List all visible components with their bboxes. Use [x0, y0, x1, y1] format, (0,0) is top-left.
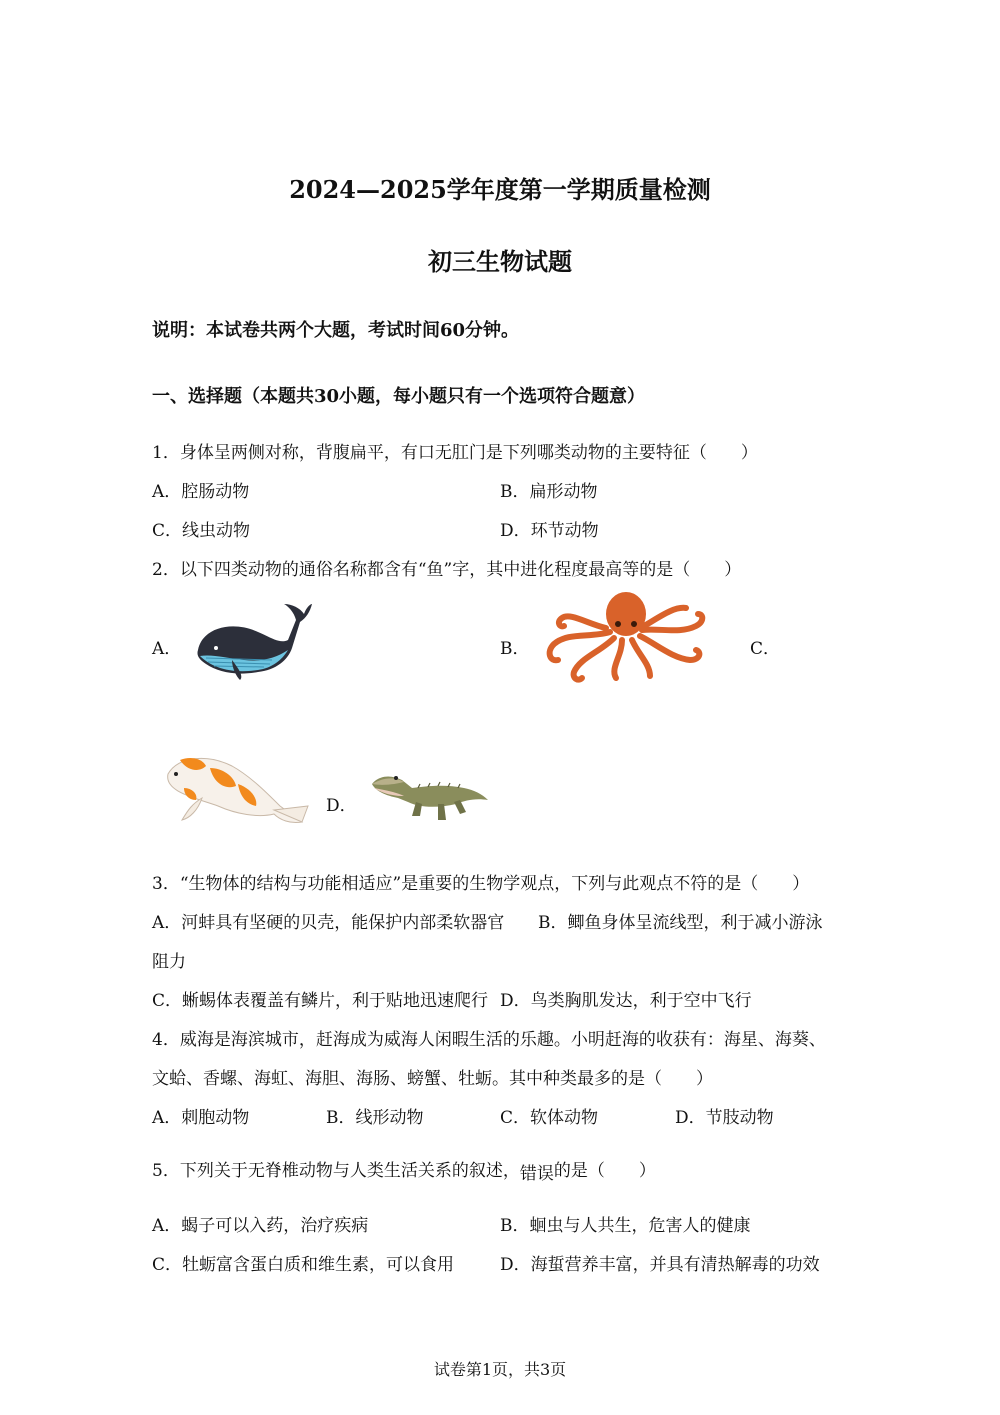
q3-option-b: B．鲫鱼身体呈流线型，利于减小游泳	[538, 913, 823, 933]
q5-stem-emphasis: 错误	[519, 1164, 554, 1184]
question-4-stem-line2: 文蛤、香螺、海虹、海胆、海肠、螃蟹、牡蛎。其中种类最多的是（ ）	[152, 1069, 713, 1089]
q2-option-d: D．	[326, 796, 357, 816]
q5-option-b: B．蛔虫与人共生，危害人的健康	[500, 1216, 751, 1236]
q3-option-b-continuation: 阻力	[152, 952, 186, 972]
q1-option-d: D．环节动物	[500, 521, 599, 541]
q4-option-b: B．线形动物	[326, 1108, 424, 1128]
q2-option-c: C．	[750, 639, 781, 659]
q5-option-a: A．蝎子可以入药，治疗疾病	[152, 1216, 369, 1236]
q3-option-c: C．蜥蜴体表覆盖有鳞片，利于贴地迅速爬行	[152, 991, 489, 1011]
octopus-icon	[540, 588, 710, 684]
koi-fish-icon	[162, 748, 310, 830]
q2-option-b: B．	[500, 639, 530, 659]
question-5-stem	[152, 1156, 656, 1184]
q5-option-c: C．牡蛎富含蛋白质和维生素，可以食用	[152, 1255, 455, 1275]
q5-stem-pre: 5．下列关于无脊椎动物与人类生活关系的叙述，	[152, 1161, 520, 1181]
exam-title: 2024—2025学年度第一学期质量检测	[289, 175, 711, 204]
q4-option-a: A．刺胞动物	[152, 1108, 250, 1128]
whale-icon	[192, 598, 314, 680]
instructions: 说明：本试卷共两个大题，考试时间60分钟。	[152, 320, 520, 341]
question-3-stem: 3．“生物体的结构与功能相适应”是重要的生物学观点，下列与此观点不符的是（ ）	[152, 874, 810, 894]
q2-option-a: A．	[152, 639, 182, 659]
question-4-stem-line1: 4．威海是海滨城市，赶海成为威海人闲暇生活的乐趣。小明赶海的收获有：海星、海葵、	[152, 1030, 826, 1050]
crocodile-icon	[368, 758, 490, 830]
q1-option-c: C．线虫动物	[152, 521, 251, 541]
q5-stem-post: 的是（ ）	[553, 1161, 656, 1181]
q1-option-b: B．扁形动物	[500, 482, 598, 502]
q3-option-d: D．鸟类胸肌发达，利于空中飞行	[500, 991, 752, 1011]
section-heading: 一、选择题（本题共30小题，每小题只有一个选项符合题意）	[152, 386, 646, 407]
question-2-stem: 2．以下四类动物的通俗名称都含有“鱼”字，其中进化程度最高等的是（ ）	[152, 560, 742, 580]
exam-subtitle: 初三生物试题	[428, 247, 572, 276]
q4-option-d: D．节肢动物	[675, 1108, 774, 1128]
question-1-stem: 1．身体呈两侧对称，背腹扁平，有口无肛门是下列哪类动物的主要特征（ ）	[152, 443, 758, 463]
q5-option-d: D．海蜇营养丰富，并具有清热解毒的功效	[500, 1255, 820, 1275]
q3-option-a: A．河蚌具有坚硬的贝壳，能保护内部柔软器官	[152, 913, 505, 933]
q1-option-a: A．腔肠动物	[152, 482, 250, 502]
q4-option-c: C．软体动物	[500, 1108, 599, 1128]
page-footer: 试卷第1页，共3页	[433, 1360, 567, 1379]
